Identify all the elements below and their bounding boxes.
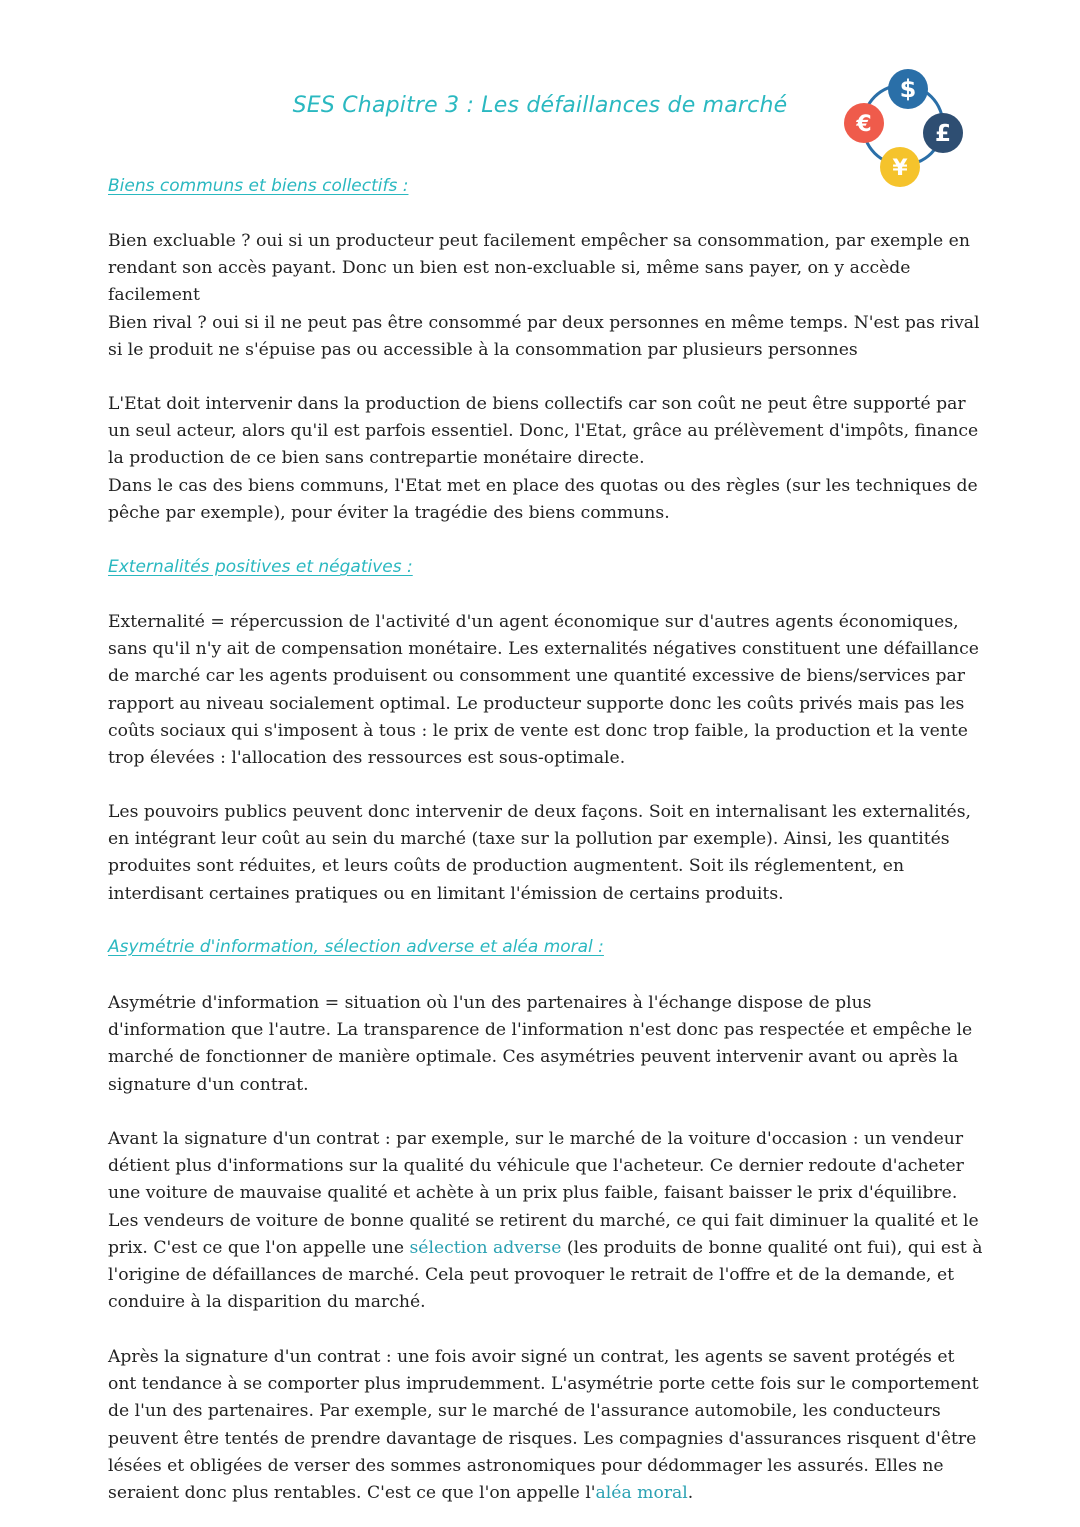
text-segment: Avant la signature d'un contrat : par exemple, sur le marché de la voiture d'occasion : un vendeur détient plus d'informations sur la qualité du véhicule que l'acheteur. Ce dernier redoute d'acheter une voiture de mauvaise qualité et achète à un prix plus faible, faisant baisser le prix d'équilibre. Les vendeurs de voiture de bonne qualité se retirent du marché, ce qui fait diminuer la qualité et le prix. C'est ce que l'on appelle une bbox=[108, 1129, 979, 1258]
dollar-symbol: $ bbox=[899, 75, 917, 103]
yen-icon bbox=[880, 147, 920, 187]
pound-icon bbox=[923, 113, 963, 153]
text-segment: (les produits de bonne qualité ont fui), qui est à l'origine de défaillances de marché. Cela peut provoquer le retrait de l'offre et de la demande, et conduire à la disparition du marché. bbox=[108, 1237, 983, 1313]
highlight-selection-adverse: sélection adverse bbox=[409, 1237, 562, 1258]
section-heading-asymetrie: Asymétrie d'information, sélection adverse et aléa moral : bbox=[108, 937, 604, 957]
dollar-icon bbox=[888, 69, 928, 109]
paragraph-excluable-rival: Bien excluable ? oui si un producteur peut facilement empêcher sa consommation, par exemple en rendant son accès payant. Donc un bien est non-excluable si, même sans payer, on y accède facilement Bien rival ? oui si il ne peut pas être consommé par deux personnes en même temps. N'est pas rival si le produit ne s'épuise pas ou accessible à la consommation par plusieurs personnes bbox=[108, 231, 980, 360]
paragraph-alea-moral bbox=[108, 1344, 988, 1507]
paragraph-selection-adverse bbox=[108, 1126, 988, 1316]
highlight-alea-moral: aléa moral bbox=[595, 1483, 688, 1504]
text-segment: . bbox=[687, 1483, 694, 1504]
pound-symbol: £ bbox=[934, 121, 952, 147]
paragraph-etat-intervention: L'Etat doit intervenir dans la production de biens collectifs car son coût ne peut être supporté par un seul acteur, alors qu'il est parfois essentiel. Donc, l'Etat, grâce au prélèvement d'impôts, finance la production de ce bien sans contrepartie monétaire directe. Dans le cas des biens communs, l'Etat met en place des quotas ou des règles (sur les techniques de pêche par exemple), pour éviter la tragédie des biens communs. bbox=[108, 394, 979, 523]
currency-logo bbox=[838, 65, 968, 190]
page-title: SES Chapitre 3 : Les défaillances de marché bbox=[292, 93, 788, 118]
paragraph-pouvoirs-publics: Les pouvoirs publics peuvent donc intervenir de deux façons. Soit en internalisant les externalités, en intégrant leur coût au sein du marché (taxe sur la pollution par exemple). Ainsi, les quantités produites sont réduites, et leurs coûts de production augmentent. Soit ils réglementent, en interdisant certaines pratiques ou en limitant l'émission de certains produits. bbox=[108, 802, 971, 904]
section-heading-externalites: Externalités positives et négatives : bbox=[108, 557, 413, 577]
yen-symbol: ¥ bbox=[892, 156, 908, 181]
euro-symbol: € bbox=[856, 112, 872, 137]
euro-icon bbox=[844, 103, 884, 143]
paragraph-externalite-definition: Externalité = répercussion de l'activité d'un agent économique sur d'autres agents économiques, sans qu'il n'y ait de compensation monétaire. Les externalités négatives constituent une défaillance de marché car les agents produisent ou consomment une quantité excessive de biens/services par rapport au niveau socialement optimal. Le producteur supporte donc les coûts privés mais pas les coûts sociaux qui s'imposent à tous : le prix de vente est donc trop faible, la production et la vente trop élevées : l'allocation des ressources est sous-optimale. bbox=[108, 612, 979, 769]
text-segment: Après la signature d'un contrat : une fois avoir signé un contrat, les agents se savent protégés et ont tendance à se comporter plus imprudemment. L'asymétrie porte cette fois sur le comportement de l'un des partenaires. Par exemple, sur le marché de l'assurance automobile, les conducteurs peuvent être tentés de prendre davantage de risques. Les compagnies d'assurances risquent d'être lésées et obligées de verser des sommes astronomiques pour dédommager les assurés. Elles ne seraient donc plus rentables. C'est ce que l'on appelle l' bbox=[108, 1347, 979, 1504]
paragraph-asymetrie-definition: Asymétrie d'information = situation où l'un des partenaires à l'échange dispose de plus d'information que l'autre. La transparence de l'information n'est donc pas respectée et empêche le marché de fonctionner de manière optimale. Ces asymétries peuvent intervenir avant ou après la signature d'un contrat. bbox=[108, 993, 973, 1095]
section-heading-biens: Biens communs et biens collectifs : bbox=[108, 176, 409, 196]
